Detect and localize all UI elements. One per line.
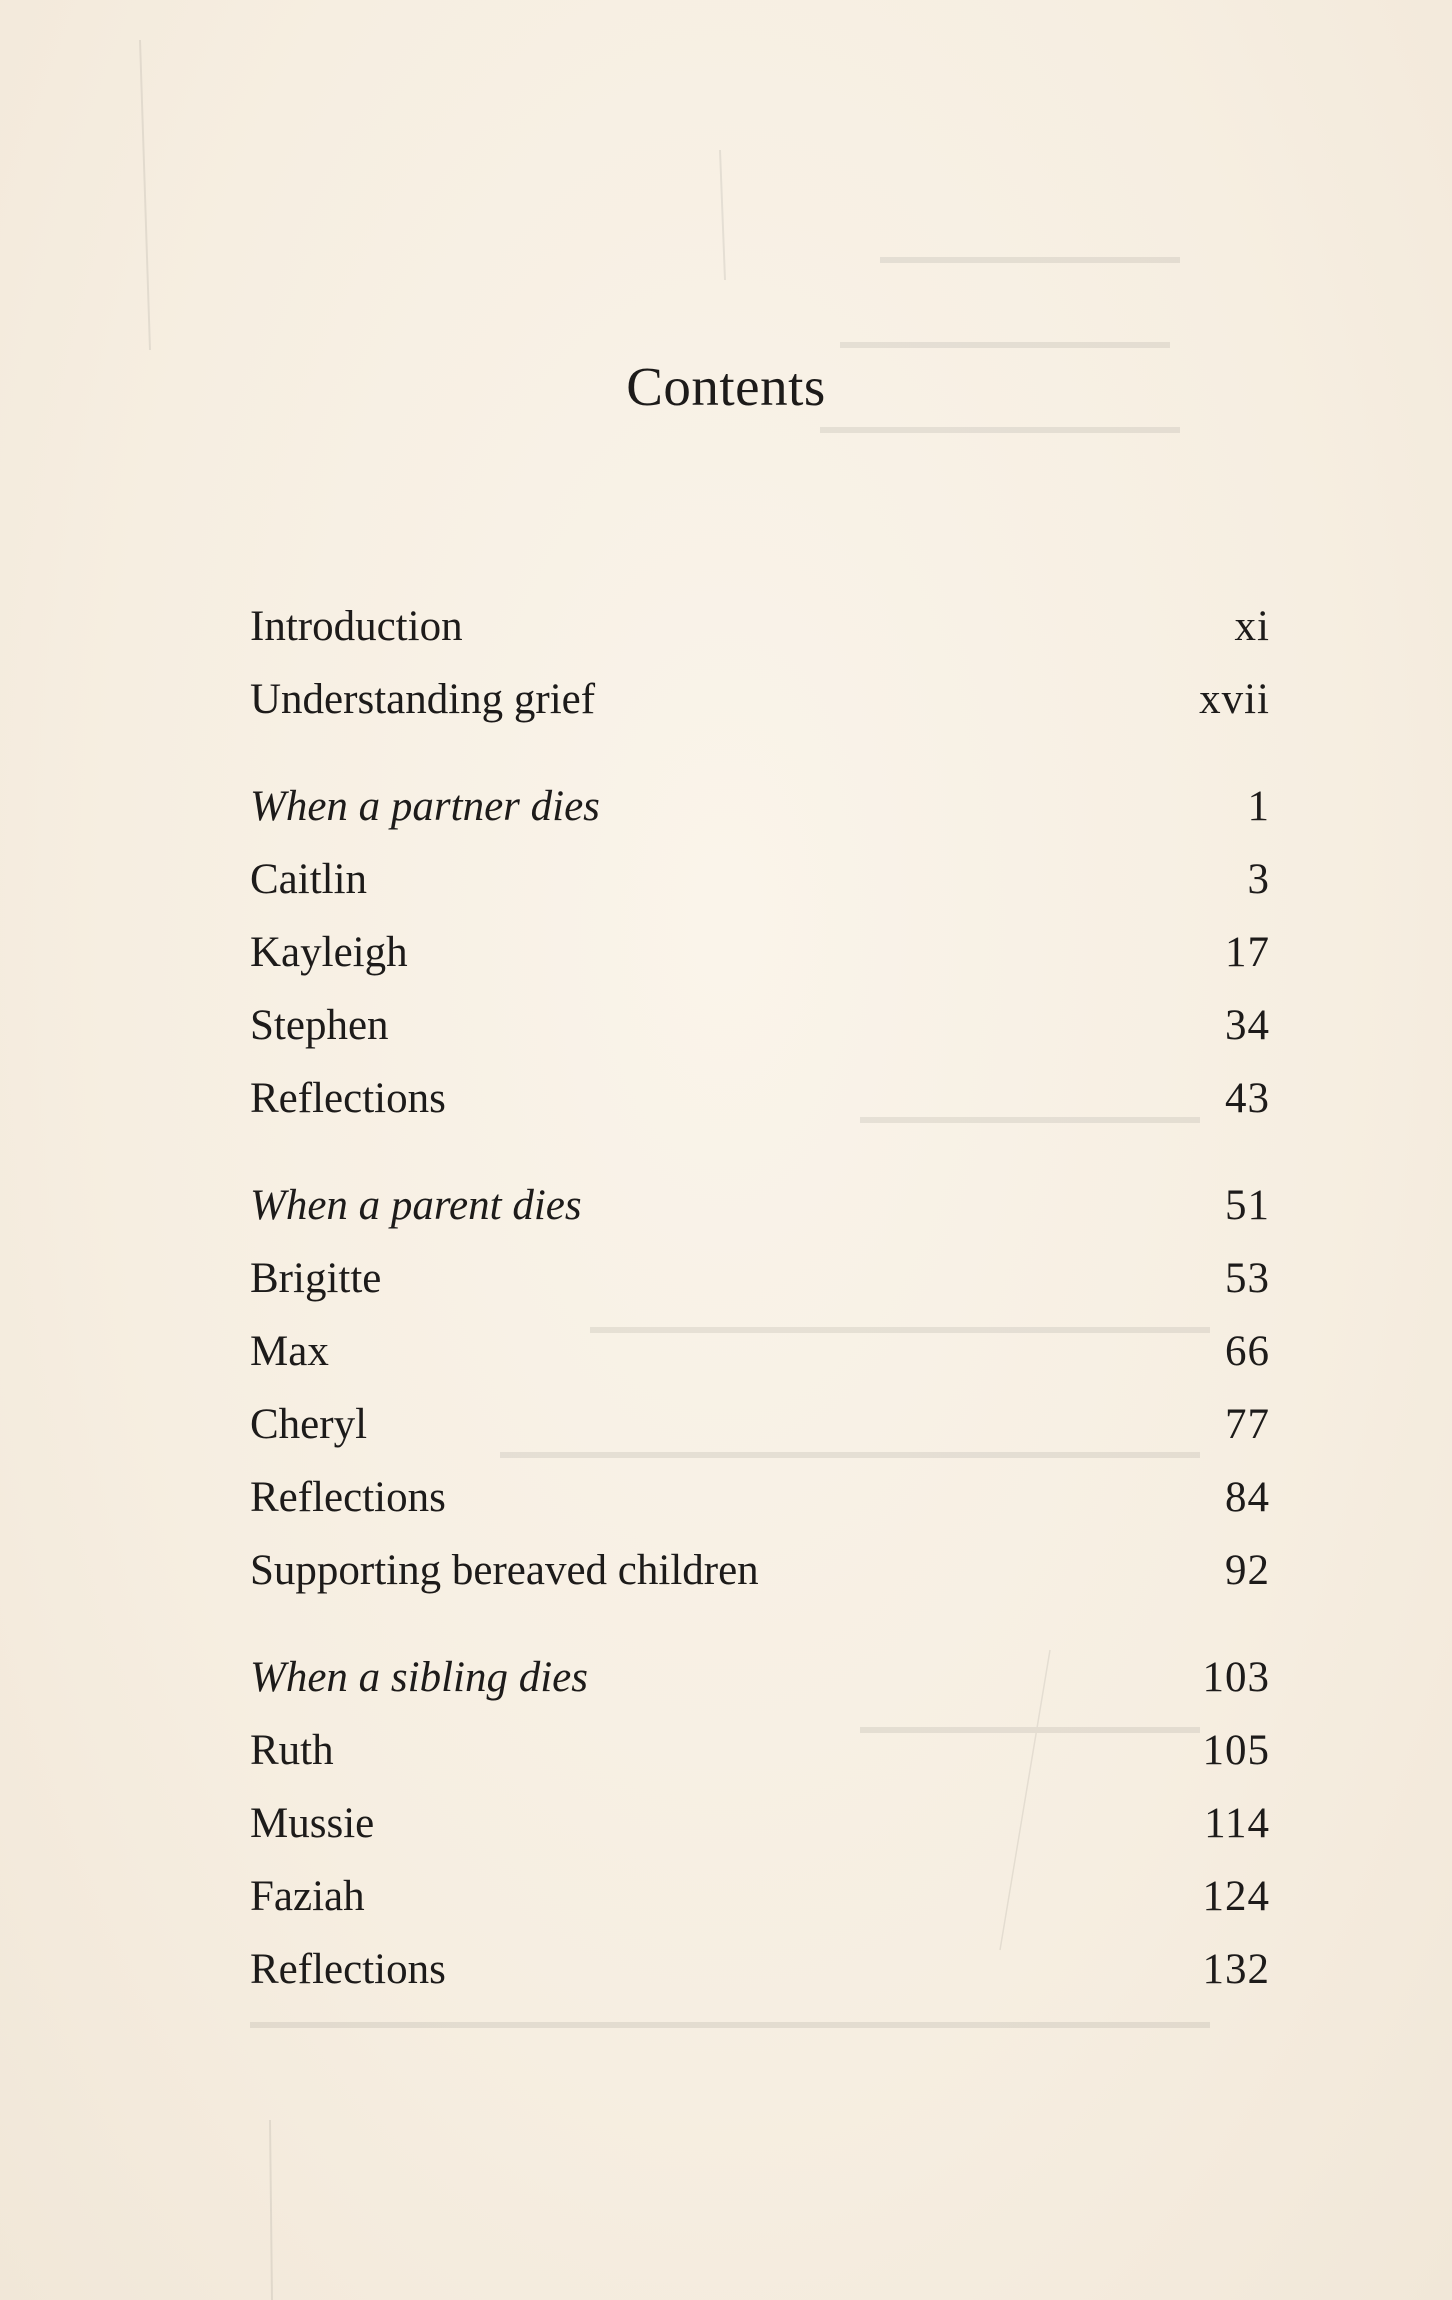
toc-part-heading[interactable] <box>250 1169 1270 1242</box>
toc-page-number: 34 <box>1225 1002 1270 1049</box>
page-title: Contents <box>626 356 826 417</box>
toc-entry-title: Stephen <box>250 1002 389 1049</box>
toc-page-number: 132 <box>1202 1946 1270 1993</box>
toc-section <box>250 590 1270 736</box>
toc-page-number: 43 <box>1225 1075 1270 1122</box>
toc-page-number: 84 <box>1225 1474 1270 1521</box>
toc-entry[interactable] <box>250 1714 1270 1787</box>
toc-entry-title: Reflections <box>250 1474 446 1521</box>
toc-entry[interactable] <box>250 1062 1270 1135</box>
toc-entry-title: When a partner dies <box>250 783 600 830</box>
toc-section <box>250 1169 1270 1607</box>
toc-page-number: xvii <box>1199 676 1270 723</box>
toc-part-heading[interactable] <box>250 1641 1270 1714</box>
toc-page-number: 105 <box>1202 1727 1270 1774</box>
toc-entry-title: Caitlin <box>250 856 368 903</box>
toc-entry[interactable] <box>250 663 1270 736</box>
toc-page-number: 103 <box>1202 1654 1270 1701</box>
toc-entry[interactable] <box>250 1534 1270 1607</box>
toc-entry-title: Faziah <box>250 1873 365 1920</box>
toc-entry-title: Ruth <box>250 1727 334 1774</box>
toc-entry[interactable] <box>250 590 1270 663</box>
toc-page-number: 66 <box>1225 1328 1270 1375</box>
toc-entry[interactable] <box>250 916 1270 989</box>
toc-page-number: 92 <box>1225 1547 1270 1594</box>
toc-page-number: 51 <box>1225 1182 1270 1229</box>
toc-section <box>250 770 1270 1135</box>
toc-entry[interactable] <box>250 1461 1270 1534</box>
toc-entry[interactable] <box>250 1388 1270 1461</box>
toc-part-heading[interactable] <box>250 770 1270 843</box>
toc-entry-title: Brigitte <box>250 1255 382 1302</box>
toc-entry-title: When a parent dies <box>250 1182 582 1229</box>
toc-entry[interactable] <box>250 989 1270 1062</box>
toc-entry-title: When a sibling dies <box>250 1654 588 1701</box>
toc-entry-title: Supporting bereaved children <box>250 1547 759 1594</box>
toc-page-number: 77 <box>1225 1401 1270 1448</box>
toc-entry-title: Reflections <box>250 1946 446 1993</box>
toc-page-number: xi <box>1234 603 1270 650</box>
toc-entry-title: Mussie <box>250 1800 375 1847</box>
table-of-contents <box>250 590 1270 2040</box>
toc-entry-title: Cheryl <box>250 1401 368 1448</box>
toc-page-number: 1 <box>1247 783 1270 830</box>
toc-entry-title: Understanding grief <box>250 676 596 723</box>
toc-entry-title: Introduction <box>250 603 463 650</box>
toc-entry[interactable] <box>250 1933 1270 2006</box>
toc-page-number: 53 <box>1225 1255 1270 1302</box>
toc-entry-title: Max <box>250 1328 329 1375</box>
toc-page-number: 3 <box>1247 856 1270 903</box>
toc-entry[interactable] <box>250 1242 1270 1315</box>
toc-page-number: 17 <box>1225 929 1270 976</box>
toc-page-number: 114 <box>1204 1800 1270 1847</box>
toc-entry[interactable] <box>250 1787 1270 1860</box>
toc-page-number: 124 <box>1202 1873 1270 1920</box>
toc-entry[interactable] <box>250 1315 1270 1388</box>
toc-entry-title: Kayleigh <box>250 929 408 976</box>
toc-entry[interactable] <box>250 1860 1270 1933</box>
toc-entry[interactable] <box>250 843 1270 916</box>
toc-section <box>250 1641 1270 2006</box>
toc-entry-title: Reflections <box>250 1075 446 1122</box>
